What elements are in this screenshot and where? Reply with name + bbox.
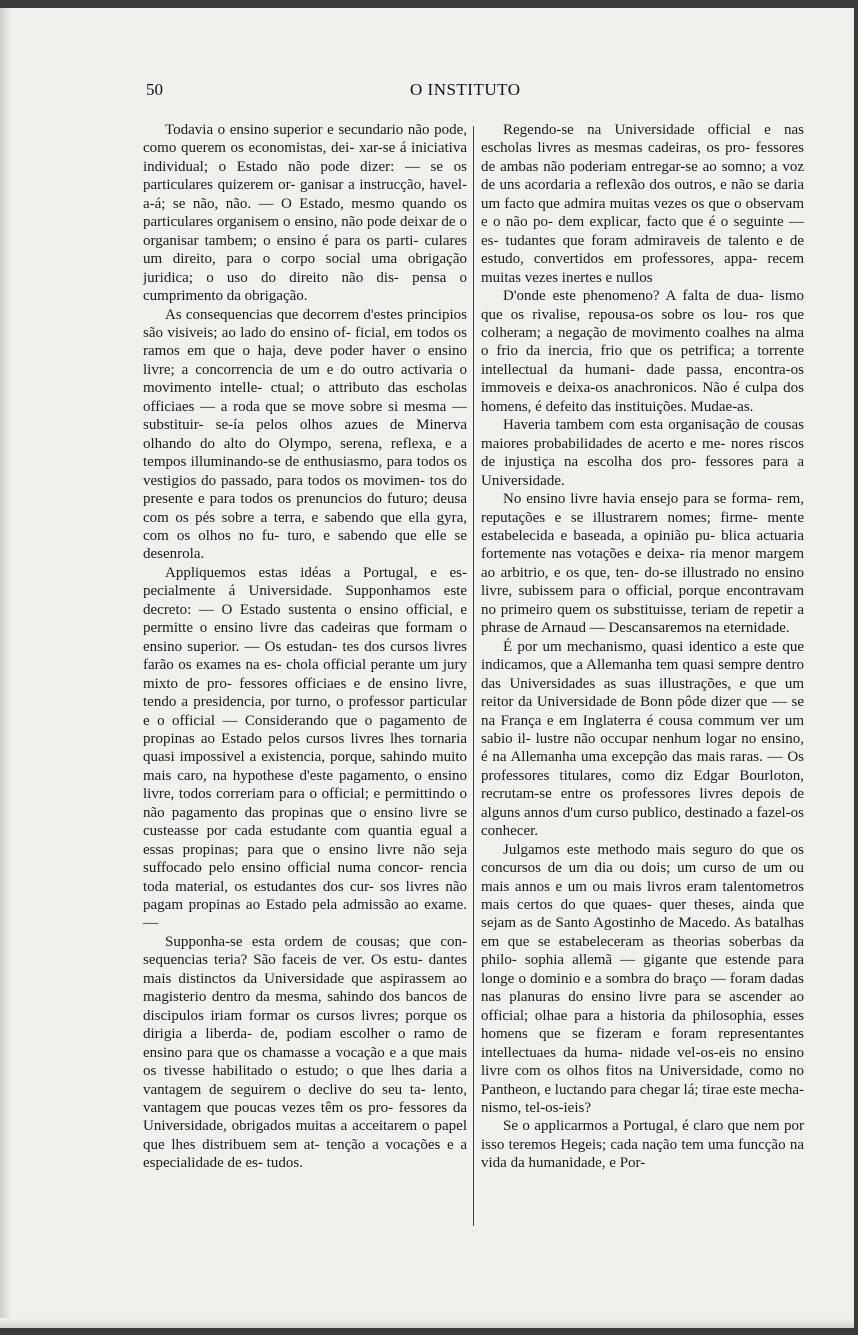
running-title: O INSTITUTO [410, 80, 521, 99]
paragraph: É por um mechanismo, quasi identico a este que indicamos, que a Allemanha tem quasi sempre dentro das Universidades as suas illustrações, e que um reitor da Universidade de Bonn pôde dizer que — se na França e em Inglaterra é cousa commum ver um sabio il- lustre não occupar nenhum logar no ensino, é na Allemanha uma excepção das mais raras. — Os professores titulares, como diz Edgar Bourloton, recrutam-se entre os professores livres depois de alguns annos d'um curso publico, destinado a fazel-os conhecer. [481, 638, 804, 840]
paragraph: D'onde este phenomeno? A falta de dua- lismo que os rivalise, repousa-os sobre os lou- ros que colheram; a negação de movimento coalhes na alma o frio da inercia, frio que os petrifica; a torrente intellectual da humani- dade passa, encontra-os immoveis e deixa-os anachronicos. Não é culpa dos homens, é defeito das instituições. Mudae-as. [481, 288, 804, 415]
page-number: 50 [146, 80, 163, 99]
paragraph: Haveria tambem com esta organisação de cousas maiores probabilidades de acerto e me- nores riscos de injustiça na escolha dos pro- fessores para a Universidade. [481, 417, 804, 489]
paragraph: Supponha-se esta ordem de cousas; que con- sequencias teria? São faceis de ver. Os estu- dantes mais distinctos da Universidade que aspirassem ao magisterio dentro da mesma, sahindo dos bancos de discipulos iriam formar os cursos livres; porque os dirigia a liberda- de, podiam escolher o ramo de ensino para que os chamasse a vocação e a que mais os tivesse habilitado o estudo; o que lhes daria a vantagem de seguirem o declive do seu ta- lento, vantagem que poucas vezes têm os pro- fessores da Universidade, obrigados muitas a acceitarem o papel que lhes distribuem sem at- tenção a vocações e a especialidade de es- tudos. [143, 933, 467, 1172]
page-edge-shadow [0, 1318, 854, 1328]
column-divider [473, 126, 474, 1226]
paragraph: Appliquemos estas idéas a Portugal, e es- pecialmente á Universidade. Supponhamos este decreto: — O Estado sustenta o ensino official, e permitte o ensino livre das cadeiras que formam o ensino superior. — Os estudan- tes dos cursos livres farão os exames na es- chola official perante um jury mixto de pro- fessores officiaes e de ensino livre, tendo a presidencia, por turno, o professor particular e o official — Considerando que o pagamento de propinas ao Estado pelos cursos livres lhes tornaria quasi impossivel a existencia, porque, sahindo muito mais caro, na hypothese d'este pagamento, o ensino livre, todos correriam para o official; e permittindo o não pagamento das propinas que o ensino livre se custeasse por cada estudante com quantia egual a essas propinas; para que o ensino livre não seja suffocado pelo ensino official numa concor- rencia toda material, os estudantes dos cur- sos livres não pagam propinas ao Estado pela admissão ao exame. — [143, 564, 467, 932]
paragraph: Se o applicarmos a Portugal, é claro que nem por isso teremos Hegeis; cada nação tem uma funcção na vida da humanidade, e Por- [481, 1118, 804, 1172]
paragraph: No ensino livre havia ensejo para se forma- rem, reputações e se illustrarem nomes; firme- mente estabelecida e baseada, a opinião pu- blica actuaria fortemente nas votações e deixa- ria menor margem ao arbitrio, e os que, ten- do-se illustrado no ensino livre, subissem para o official, porque encontravam no primeiro quem os substituisse, teriam de repetir a phrase de Arnaud — Descansaremos na eternidade. [481, 491, 804, 637]
paragraph: As consequencias que decorrem d'estes principios são visiveis; ao lado do ensino of- ficial, em todos os ramos em que o haja, deve poder haver o ensino livre; a concorrencia de um e do outro activaria o movimento intelle- ctual; o attributo das escholas officiaes — a roda que se move sobre si mesma — substituir- se-ía pelos olhos azues de Minerva olhando do alto do Olympo, serena, reflexa, e a tempos illuminando-se de enthusiasmo, para todos os vestigios do passado, para todos os movimen- tos do presente e para todos os prenuncios do futuro; deusa com os pés sobre a terra, e sabendo que ella gyra, com os olhos no fu- turo, e sabendo que elle se desenrola. [143, 306, 467, 563]
paragraph: Julgamos este methodo mais seguro do que os concursos de um dia ou dois; um curso de um ou mais annos e um ou mais livros eram talentometros mais certos do que quaes- quer theses, ainda que sejam as de Santo Agostinho de Macedo. As batalhas em que se estabeleceram as theorias soberbas da philo- sophia allemã — gigante que estende para longe o dominio e a sombra do braço — foram dadas nas planuras do ensino livre para se ascender ao official; olhae para a historia da philosophia, esses homens que se fizeram e foram representantes intellectuaes da huma- nidade vel-os-eis no ensino livre com os olhos fitos na Universidade, como no Pantheon, e luctando para chegar lá; tirae este mecha- nismo, tel-os-ieis? [481, 841, 804, 1117]
right-column [481, 121, 804, 1226]
paragraph: Regendo-se na Universidade official e nas escholas livres as mesmas cadeiras, os pro- fessores de ambas não poderiam entregar-se ao somno; a voz de uns acordaria a reflexão dos outros, e não se daria um facto que admira muitas vezes os que o observam e o não po- dem explicar, facto que é o seguinte — es- tudantes que foram admiraveis de talento e de estudo, convertidos em professores, appa- recem muitas vezes inertes e nullos [481, 122, 804, 286]
page-header [140, 80, 800, 106]
document-page [0, 8, 854, 1328]
paragraph: Todavia o ensino superior e secundario não pode, como querem os economistas, dei- xar-se á iniciativa individual; o Estado não pode dizer: — se os particulares quizerem or- ganisar a instrucção, havel-a-á; se não, não. — O Estado, mesmo quando os particulares organisem o ensino, não pode deixar de o organisar tambem; o ensino é para os parti- culares um direito, para o corpo social uma obrigação juridica; o uso do direito não dis- pensa o cumprimento da obrigação. [143, 122, 467, 305]
left-column [143, 121, 467, 1226]
